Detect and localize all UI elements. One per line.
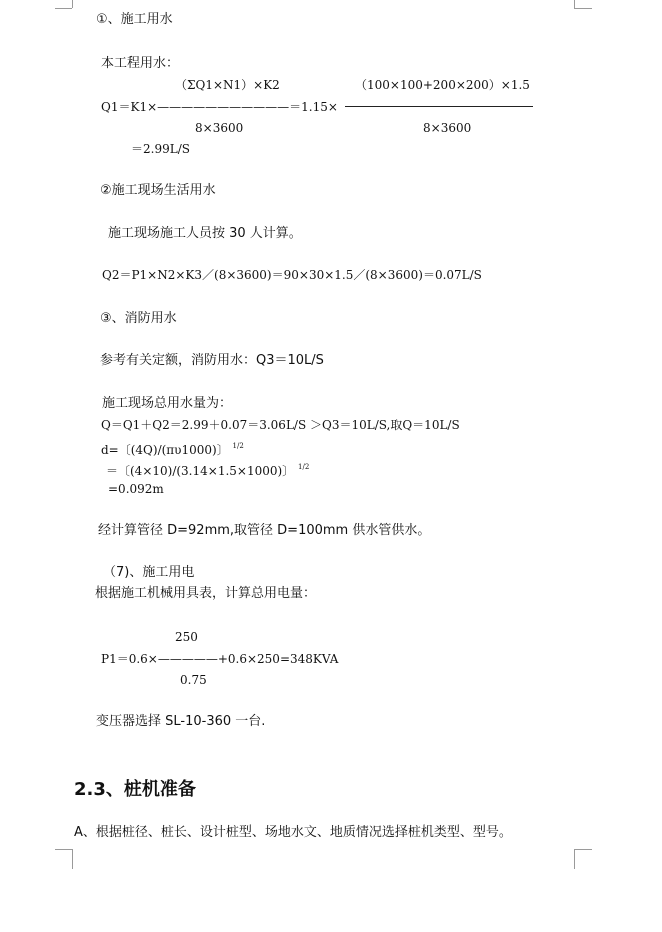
p1-numerator: 250 xyxy=(175,630,198,644)
q1-denominator-formula: 8×3600 xyxy=(195,121,244,135)
section-title: 2.3、桩机准备 xyxy=(74,779,196,800)
corner-mark-top-right-vertical xyxy=(574,0,575,8)
fire-water-text: 参考有关定额，消防用水：Q3＝10L/S xyxy=(100,353,324,368)
total-water-heading: 施工现场总用水量为： xyxy=(102,396,233,411)
corner-mark-bottom-right xyxy=(574,849,592,850)
diameter-equation-2 xyxy=(106,459,309,479)
power-heading: （7)、施工用电 xyxy=(103,565,195,580)
p1-denominator: 0.75 xyxy=(180,673,207,687)
q1-numerator-values: （100×100+200×200）×1.5 xyxy=(355,78,530,92)
diameter-equation-2-exponent: 1/2 xyxy=(298,463,310,471)
diameter-result: =0.092m xyxy=(108,482,164,496)
total-flow-equation: Q＝Q1＋Q2＝2.99＋0.07＝3.06L/S ＞Q3＝10L/S,取Q＝10L/S xyxy=(101,418,460,432)
pipe-diameter-conclusion: 经计算管径 D=92mm,取管径 D=100mm 供水管供水。 xyxy=(98,523,431,538)
water-intro: 本工程用水： xyxy=(101,56,180,71)
section-item-a: A、根据桩径、桩长、设计桩型、场地水文、地质情况选择桩机类型、型号。 xyxy=(74,825,512,840)
q1-result: ＝2.99L/S xyxy=(131,142,190,156)
q1-fraction-bar xyxy=(345,106,533,107)
transformer-selection: 变压器选择 SL-10-360 一台. xyxy=(96,714,266,729)
living-water-heading: ②施工现场生活用水 xyxy=(100,183,216,198)
diameter-equation-1 xyxy=(101,438,244,458)
corner-mark-top-left-vertical xyxy=(72,0,73,8)
corner-mark-top-left xyxy=(55,8,72,9)
q2-equation: Q2＝P1×N2×K3／(8×3600)＝90×30×1.5／(8×3600)＝0.07L/S xyxy=(102,268,482,282)
fire-water-heading: ③、消防用水 xyxy=(100,311,177,326)
p1-equation: P1＝0.6×—————+0.6×250=348KVA xyxy=(101,652,339,666)
diameter-equation-2-text: ＝〔(4×10)/(3.14×1.5×1000)〕 xyxy=(106,464,295,478)
diameter-equation-1-text: d=〔(4Q)/(πυ1000)〕 xyxy=(101,443,229,457)
corner-mark-top-right xyxy=(574,8,592,9)
diameter-equation-1-exponent: 1/2 xyxy=(232,442,244,450)
power-intro: 根据施工机械用具表，计算总用电量： xyxy=(95,586,317,601)
living-water-text: 施工现场施工人员按 30 人计算。 xyxy=(108,226,302,241)
corner-mark-bottom-left-vertical xyxy=(72,849,73,869)
water-heading: ①、施工用水 xyxy=(96,12,173,27)
corner-mark-bottom-left xyxy=(55,849,72,850)
q1-numerator-formula: （ΣQ1×N1）×K2 xyxy=(175,78,280,92)
q1-equation: Q1＝K1×———————————＝1.15× xyxy=(101,100,338,114)
q1-denominator-values: 8×3600 xyxy=(423,121,472,135)
corner-mark-bottom-right-vertical xyxy=(574,849,575,869)
